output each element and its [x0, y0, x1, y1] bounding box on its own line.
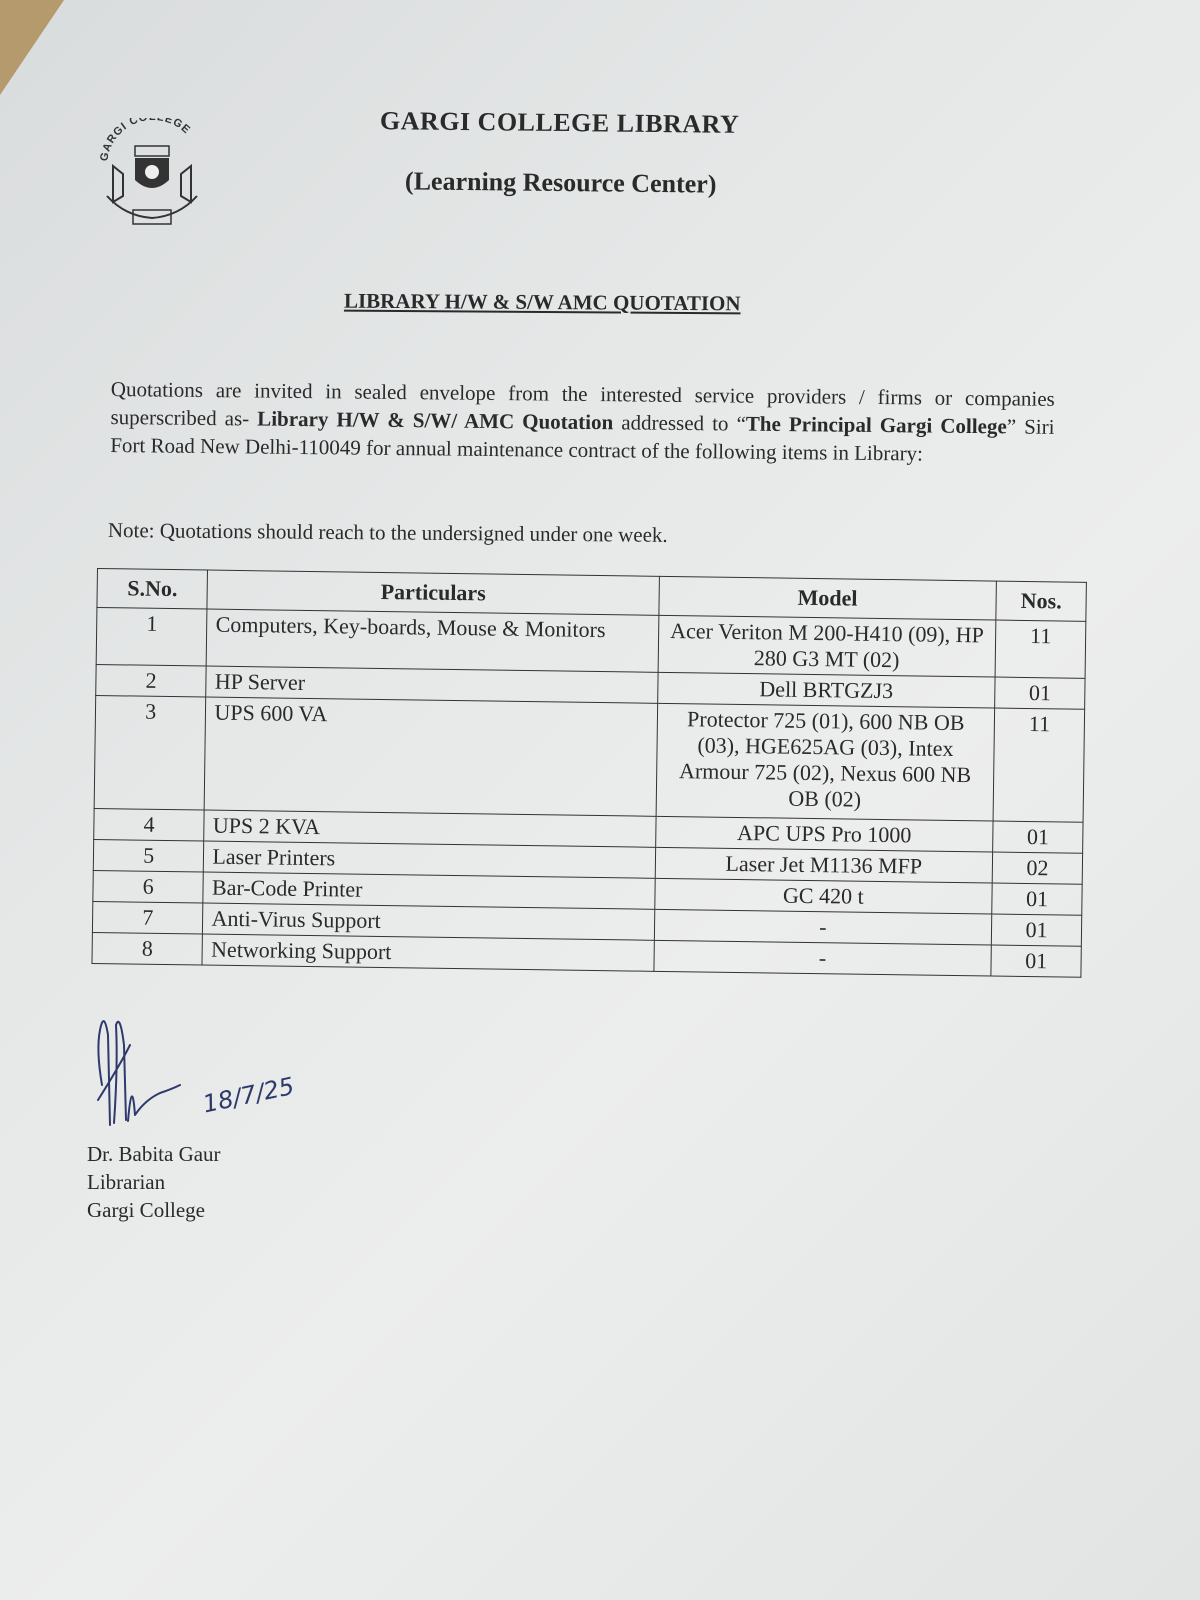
- cell-model: Laser Jet M1136 MFP: [655, 847, 993, 883]
- cell-sno: 3: [94, 695, 206, 810]
- cell-model: Acer Veriton M 200-H410 (09), HP 280 G3 MT (02): [658, 615, 996, 677]
- college-logo: [95, 118, 210, 238]
- cell-model: -: [654, 940, 992, 976]
- cell-sno: 6: [93, 870, 204, 903]
- table-row: [94, 695, 1084, 822]
- page-title: GARGI COLLEGE LIBRARY: [379, 106, 740, 139]
- paragraph-bold-1: Library H/W & S/W/ AMC Quotation: [257, 406, 614, 435]
- cell-model: GC 420 t: [654, 878, 992, 914]
- items-table: [91, 568, 1086, 978]
- cell-sno: 7: [92, 901, 203, 934]
- cell-nos: 11: [993, 708, 1084, 822]
- cell-particulars: Networking Support: [202, 934, 654, 971]
- cell-model: APC UPS Pro 1000: [655, 816, 993, 852]
- paragraph-text-3: ” Siri Fort Road New Delhi-110049 for annual maintenance contract of the following items in Library:: [110, 414, 1055, 466]
- paragraph-bold-2: The Principal Gargi College: [745, 411, 1007, 439]
- cell-nos: 01: [993, 821, 1083, 853]
- cell-model: -: [654, 909, 992, 945]
- logo-arc-text: GARGI C EGE: [98, 118, 193, 163]
- invitation-paragraph: [110, 375, 1055, 469]
- paragraph-text-2: addressed to “: [613, 410, 746, 436]
- cell-sno: 1: [96, 608, 207, 667]
- handwritten-signature: [90, 1005, 350, 1135]
- signer-name: Dr. Babita Gaur: [87, 1142, 221, 1166]
- header-nos: Nos.: [996, 581, 1086, 621]
- cell-particulars: Laser Printers: [204, 841, 656, 878]
- cell-particulars: UPS 600 VA: [205, 697, 658, 816]
- cell-nos: 02: [992, 852, 1082, 884]
- header-model: Model: [658, 576, 996, 620]
- cell-particulars: Computers, Key-boards, Mouse & Monitors: [207, 609, 659, 672]
- signature-date: 18/7/25: [200, 1071, 297, 1119]
- cell-nos: 01: [995, 677, 1085, 709]
- cell-particulars: UPS 2 KVA: [204, 810, 656, 847]
- header-particulars: Particulars: [207, 570, 659, 615]
- cell-sno: 5: [93, 839, 204, 872]
- signer-block: [87, 1140, 221, 1224]
- cell-model: Dell BRTGZJ3: [657, 672, 995, 708]
- document-heading: LIBRARY H/W & S/W AMC QUOTATION: [343, 288, 741, 316]
- cell-sno: 2: [96, 664, 207, 697]
- cell-particulars: Bar-Code Printer: [203, 872, 655, 909]
- page-subtitle: (Learning Resource Center): [404, 166, 717, 199]
- cell-nos: 11: [995, 620, 1086, 678]
- cell-sno: 8: [92, 932, 203, 965]
- cell-particulars: HP Server: [206, 666, 658, 703]
- signer-designation: Librarian: [87, 1170, 166, 1194]
- cell-nos: 01: [991, 945, 1081, 977]
- header-sno: S.No.: [97, 569, 208, 610]
- cell-model: Protector 725 (01), 600 NB OB (03), HGE625AG (03), Intex Armour 725 (02), Nexus 600 NB OB (02): [656, 703, 995, 821]
- cell-particulars: Anti-Virus Support: [203, 903, 655, 940]
- cell-nos: 01: [991, 914, 1081, 946]
- paragraph-text-1: Quotations are invited in sealed envelope from the interested service providers / firms or companies superscribed as-: [110, 376, 1055, 431]
- note-text: Note: Quotations should reach to the undersigned under one week.: [107, 518, 668, 547]
- cell-sno: 4: [94, 808, 205, 841]
- signer-organization: Gargi College: [87, 1198, 206, 1222]
- cell-nos: 01: [992, 883, 1082, 915]
